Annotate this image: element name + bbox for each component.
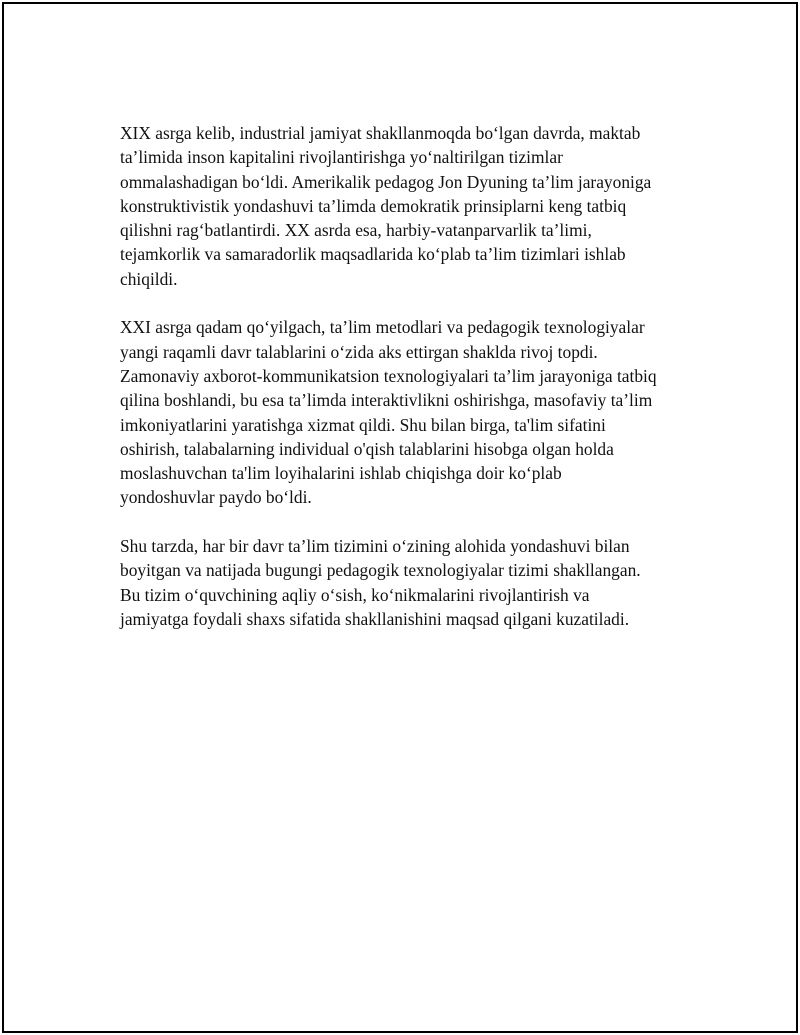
text-line: XIX asrga kelib, industrial jamiyat shakllanmoqda boʻlgan davrda, maktab	[120, 123, 641, 143]
document-page	[2, 2, 798, 1033]
text-line: XXI asrga qadam qoʻyilgach, taʼlim metodlari va pedagogik texnologiyalar	[120, 317, 645, 338]
text-line: jamiyatga foydali shaxs sifatida shakllanishini maqsad qilgani kuzatiladi.	[120, 608, 630, 629]
text-line: moslashuvchan ta'lim loyihalarini ishlab chiqishga doir koʻplab	[120, 463, 562, 484]
text-line: tejamkorlik va samaradorlik maqsadlarida koʻplab taʼlim tizimlari ishlab	[120, 244, 626, 265]
paragraph-3	[120, 534, 692, 631]
text-line: Bu tizim oʻquvchining aqliy oʻsish, koʻnikmalarini rivojlantirish va	[120, 584, 590, 605]
text-line: konstruktivistik yondashuvi taʼlimda demokratik prinsiplarni keng tatbiq	[120, 195, 627, 216]
text-line: yondoshuvlar paydo boʻldi.	[120, 487, 312, 508]
text-line: imkoniyatlarini yaratishga xizmat qildi. Shu bilan birga, ta'lim sifatini	[120, 414, 606, 435]
paragraph-2	[120, 315, 692, 509]
paragraph-1	[120, 121, 692, 291]
text-line: chiqildi.	[120, 268, 178, 289]
document-body	[120, 121, 692, 656]
text-line: Shu tarzda, har bir davr taʼlim tizimini oʻzining alohida yondashuvi bilan	[120, 536, 630, 557]
text-line: boyitgan va natijada bugungi pedagogik texnologiyalar tizimi shakllangan.	[120, 560, 641, 581]
text-line: Zamonaviy axborot-kommunikatsion texnologiyalari taʼlim jarayoniga tatbiq	[120, 365, 657, 386]
text-line: yangi raqamli davr talablarini oʻzida aks ettirgan shaklda rivoj topdi.	[120, 341, 598, 362]
text-line: qilishni ragʻbatlantirdi. XX asrda esa, harbiy-vatanparvarlik taʼlimi,	[120, 220, 592, 241]
text-line: ommalashadigan boʻldi. Amerikalik pedagog Jon Dyuning taʼlim jarayoniga	[120, 171, 652, 192]
text-line: oshirish, talabalarning individual o'qish talablarini hisobga olgan holda	[120, 438, 614, 459]
text-line: qilina boshlandi, bu esa taʼlimda interaktivlikni oshirishga, masofaviy taʼlim	[120, 390, 653, 411]
text-line: taʼlimida inson kapitalini rivojlantirishga yoʻnaltirilgan tizimlar	[120, 147, 563, 168]
